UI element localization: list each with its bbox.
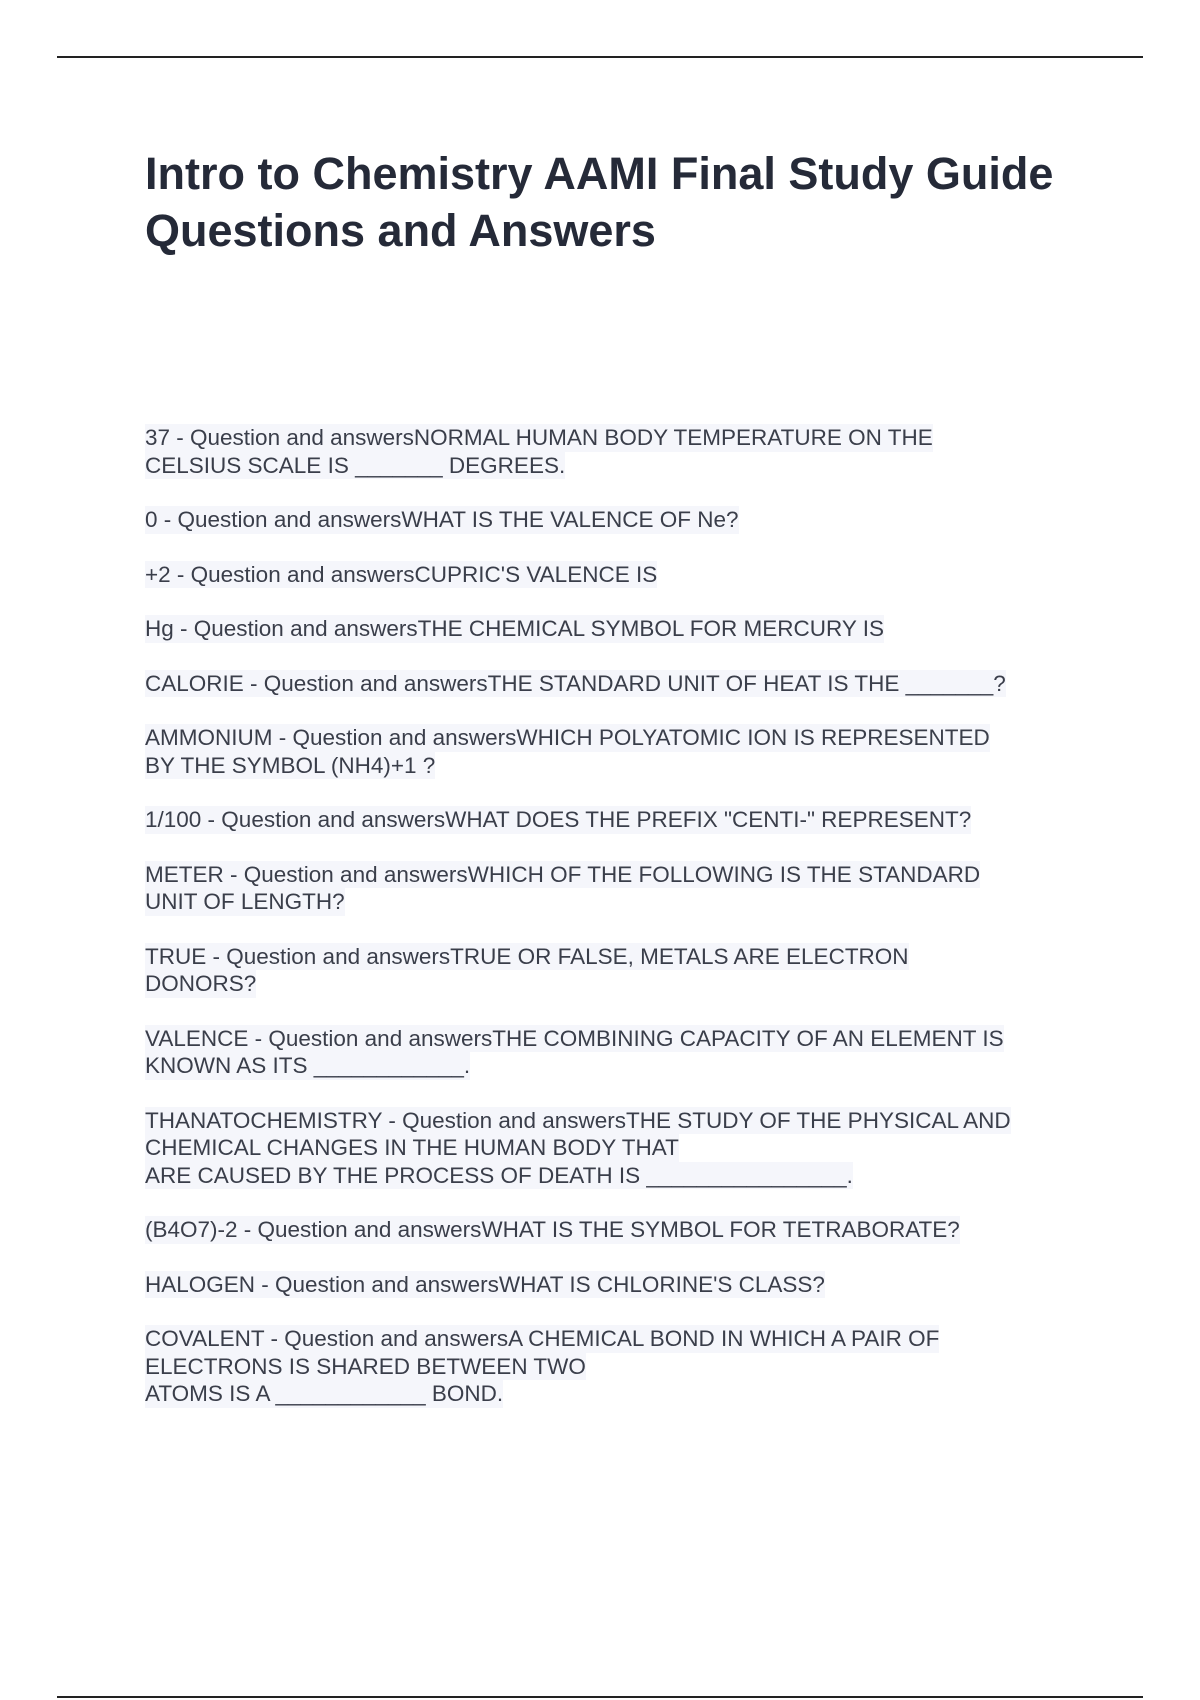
question-answer-item [145,943,1105,998]
question-answer-item [145,615,1105,643]
question-answer-item [145,424,1105,479]
question-answer-text-line: 0 - Question and answersWHAT IS THE VALENCE OF Ne? [145,507,739,532]
question-answer-text-line: CELSIUS SCALE IS _______ DEGREES. [145,452,566,478]
question-answer-text-line: BY THE SYMBOL (NH4)+1 ? [145,752,436,778]
question-answer-text-line: ATOMS IS A ____________ BOND. [145,1381,504,1406]
question-answer-item [145,561,1105,589]
question-answer-text-line: 37 - Question and answersNORMAL HUMAN BODY TEMPERATURE ON THE [145,425,933,450]
question-answer-text-line: (B4O7)-2 - Question and answersWHAT IS THE SYMBOL FOR TETRABORATE? [145,1217,960,1242]
question-answer-text-line: ARE CAUSED BY THE PROCESS OF DEATH IS ________________. [145,1162,853,1188]
question-answer-text-line: AMMONIUM - Question and answersWHICH POLYATOMIC ION IS REPRESENTED [145,725,990,750]
question-answer-text-line: DONORS? [145,971,257,996]
question-answer-text-line: TRUE - Question and answersTRUE OR FALSE, METALS ARE ELECTRON [145,943,909,969]
question-answer-text-line: +2 - Question and answersCUPRIC'S VALENCE IS [145,561,658,587]
question-answer-item [145,1216,1105,1244]
question-answer-text-line: CALORIE - Question and answersTHE STANDARD UNIT OF HEAT IS THE _______? [145,670,1006,696]
question-answer-item [145,670,1105,698]
question-answer-item [145,724,1105,779]
question-answer-item [145,506,1105,534]
question-answer-item [145,806,1105,834]
question-answer-text-line: CHEMICAL CHANGES IN THE HUMAN BODY THAT [145,1135,679,1160]
question-answer-text-line: UNIT OF LENGTH? [145,889,345,914]
question-answer-text-line: VALENCE - Question and answersTHE COMBINING CAPACITY OF AN ELEMENT IS [145,1025,1004,1051]
question-answer-text-line: 1/100 - Question and answersWHAT DOES THE PREFIX "CENTI-" REPRESENT? [145,807,972,832]
document-title: Intro to Chemistry AAMI Final Study Guide Questions and Answers [145,148,1054,256]
question-answer-text-line: Hg - Question and answersTHE CHEMICAL SYMBOL FOR MERCURY IS [145,616,884,641]
question-answer-text-line: COVALENT - Question and answersA CHEMICAL BOND IN WHICH A PAIR OF [145,1326,940,1351]
question-answer-item [145,861,1105,916]
top-divider [57,56,1143,58]
question-answer-text-line: ELECTRONS IS SHARED BETWEEN TWO [145,1353,586,1379]
question-answer-item [145,1025,1105,1080]
question-answer-item [145,1107,1105,1190]
question-answer-item [145,1325,1105,1408]
question-answer-text-line: METER - Question and answersWHICH OF THE FOLLOWING IS THE STANDARD [145,861,981,887]
question-answer-text-line: KNOWN AS ITS ____________. [145,1053,471,1078]
question-answer-text-line: HALOGEN - Question and answersWHAT IS CHLORINE'S CLASS? [145,1271,825,1297]
question-answer-list [145,424,1105,1435]
question-answer-text-line: THANATOCHEMISTRY - Question and answersTHE STUDY OF THE PHYSICAL AND [145,1107,1011,1133]
bottom-divider [57,1696,1143,1698]
question-answer-item [145,1271,1105,1299]
